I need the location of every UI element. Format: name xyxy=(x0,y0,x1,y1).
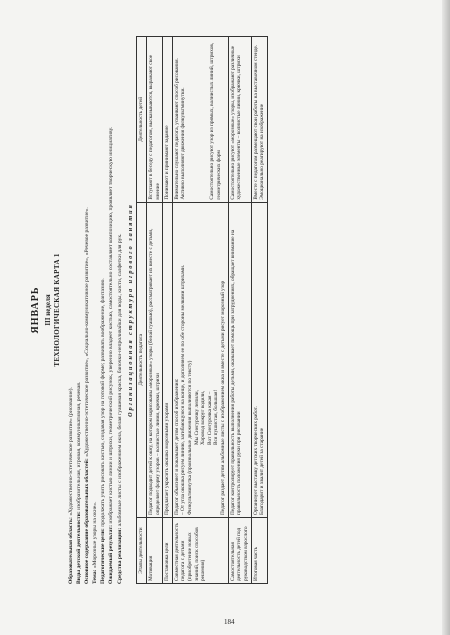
section-title: Организационная структура игрового занятия xyxy=(126,203,134,417)
stage-cell: Совместная деятельность педагога с детьми (приобретение новых знаний, поиск способов решения) xyxy=(172,518,228,584)
table-row xyxy=(251,37,267,584)
children-cell xyxy=(172,37,228,203)
teacher-line: Педагог объясняет и показывает детям способ изображения: xyxy=(173,378,180,515)
column-header: Этапы деятельности xyxy=(137,518,147,584)
page-number: 184 xyxy=(224,618,235,626)
card-title: ТЕХНОЛОГИЧЕСКАЯ КАРТА 1 xyxy=(53,253,62,367)
teacher-line: Организует выставку детских творческих работ. xyxy=(252,406,259,515)
teacher-line: – От угла окошка рисуем линию, загибающуюся на конце, и дополняем ее по обе стороны мелкими штрихами. xyxy=(180,264,187,515)
rotated-content xyxy=(24,30,424,590)
children-cell xyxy=(251,37,267,203)
teacher-line: Физкультминутка (произвольные движения выполняются по тексту) xyxy=(187,360,194,515)
meta-area: Образовательная область: «Художественно-эстетическое развитие» (рисование). xyxy=(68,387,75,584)
page-fold-shadow xyxy=(442,0,450,635)
activity-table xyxy=(136,36,267,584)
children-line: Самостоятельно рисуют узор из прямых, волнистых линий, штрихов, геометрических форм xyxy=(209,42,222,200)
table-header-row xyxy=(137,37,147,584)
table-row xyxy=(146,37,162,584)
meta-content: Основное содержание образовательных областей: «Художественно-эстетическое развитие», «Социально-коммуникативное развитие», «Речевое развитие». xyxy=(84,207,91,584)
teacher-cell xyxy=(251,202,267,517)
poem-line: Вся пушистая, большая! xyxy=(213,389,220,445)
children-line: Вместе с педагогом размещают свои работы на выставочном стенде. xyxy=(252,44,259,200)
children-line: Эмоционально реагируют на изображение xyxy=(259,103,266,200)
meta-means: Средства реализации: альбомные листы с изображением окна, белая гуашевая краска, баночки-непроливайки для воды, кисти, салфетки для рук. xyxy=(116,233,123,584)
children-line: Активно выполняют движения физкультминутки. xyxy=(180,87,187,200)
table-row xyxy=(172,37,228,584)
meta-goals: Педагогические цели: продолжать учить рисовать кистью, создавая узор на готовой форме; развивать воображение, фантазию. xyxy=(100,278,107,584)
month-title: ЯНВАРЬ xyxy=(30,286,41,334)
teacher-cell xyxy=(172,202,228,517)
column-header: Деятельность педагога xyxy=(137,202,147,517)
children-line: Внимательно слушают педагога, усваивают способ рисования. xyxy=(173,58,180,200)
meta-result: Ожидаемый результат: изображает кистью линии и штрихи, геометрический рисунок, уверенно владеет кистью, самостоятельно составляет композицию, проявляет творческую инициативу. xyxy=(108,126,115,584)
table-row xyxy=(163,37,173,584)
teacher-cell: Предлагает украсить окошко морозными узорами xyxy=(163,202,173,517)
stage-cell: Самостоятельная деятельность детей под руководством взрослого xyxy=(228,518,251,584)
children-cell: Вступают в беседу с педагогом, высказываются, выражают свое мнение xyxy=(146,37,162,203)
week-title: III неделя xyxy=(43,294,52,326)
teacher-line: Благодарит и хвалит детей за старание xyxy=(259,427,266,515)
stage-cell: Постановка цели xyxy=(163,518,173,584)
meta-activities: Виды детской деятельности: изобразительная, игровая, коммуникативная, речевая. xyxy=(76,381,83,584)
poem-line: Вот Снегурочка какая – xyxy=(206,391,213,445)
column-header: Деятельность детей xyxy=(137,37,147,203)
teacher-cell: Педагог подводит детей к окну, на котором нарисованы «морозные» узоры (белой гуашью), рассматривает их вместе с детьми, определяет форму узоров – волнистые линии, крючки, штрихи xyxy=(146,202,162,517)
poem-line: Хоровод вокруг водили, xyxy=(200,390,207,445)
stage-cell: Мотивация xyxy=(146,518,162,584)
teacher-line: Педагог раздает детям альбомные листы с изображением окна и вместе с детьми рисует морозный узор xyxy=(220,280,227,515)
meta-topic: Тема: «Морозные узоры на окне». xyxy=(92,501,99,584)
teacher-cell: Педагог контролирует правильность выполнения работы детьми, оказывает помощь при затруднениях, обращает внимание на правильность положения руки при рисовании xyxy=(228,202,251,517)
children-cell: Самостоятельно рисуют «морозные» узоры, изображают различные художественные элементы – волнистые линии, крючки, штрихи xyxy=(228,37,251,203)
table-row xyxy=(228,37,251,584)
meta-block xyxy=(68,30,123,590)
header xyxy=(30,30,62,590)
stage-cell: Итоговая часть xyxy=(251,518,267,584)
poem-line: Мы Снегурочку лепили, xyxy=(193,390,200,445)
children-cell: Понимают и принимают задание xyxy=(163,37,173,203)
